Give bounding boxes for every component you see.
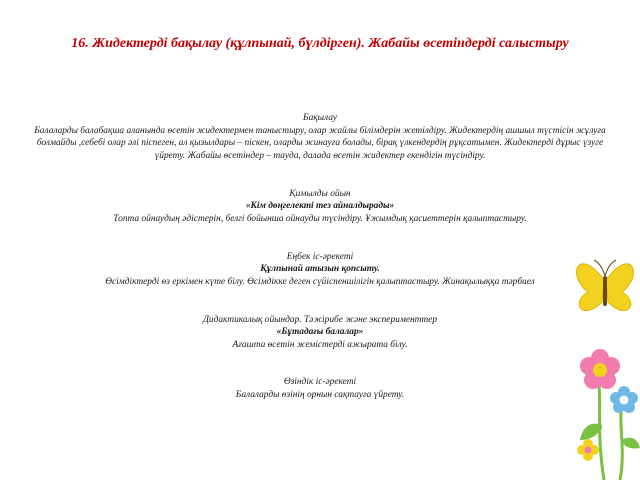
labor-heading: Еңбек іс-әрекеті bbox=[286, 251, 354, 262]
labor-name: Құлпынай атызын қопсыту. bbox=[260, 264, 380, 275]
independent-heading: Өзіндік іс-әрекеті bbox=[283, 377, 357, 388]
labor-body: Өсімдіктерді өз еркімен күте білу. Өсімдікке деген сүйіспеншілігін қалыптастыру. Жинақылыққа тәрбиел bbox=[105, 276, 535, 287]
didactic-heading: Дидактикалық ойындар. Тәжірибе және эксперименттер bbox=[202, 314, 438, 325]
didactic-body: Ағашта өсетін жемістерді ажырата білу. bbox=[232, 339, 408, 350]
game-body: Топта ойнаудың әдістерін, белгі бойынша ойнауды түсіндіру. Ұжымдық қасиеттерін қалыптастыру. bbox=[113, 213, 527, 224]
observation-heading: Бақылау bbox=[303, 113, 337, 123]
independent-body: Балаларды өзінің орнын сақтауға үйрету. bbox=[235, 390, 405, 401]
butterfly-flowers-icon bbox=[568, 250, 640, 480]
slide-title: 16. Жидектерді бақылау (құлпынай, бүлдірген). Жабайы өсетіндерді салыстыру bbox=[71, 36, 569, 51]
didactic-name: «Бұтадағы балалар» bbox=[276, 327, 364, 338]
game-name: «Кім дөңгелекті тез айналдырады» bbox=[245, 201, 395, 212]
slide-content bbox=[22, 112, 618, 402]
game-heading: Қимылды ойын bbox=[289, 188, 351, 199]
observation-body: Балаларды балабақша аланында өсетін жидектермен таныстыру, олар жайлы білімдерін жетілдіру. Жидектердің ашшыл түстісін жұлуға болмайды ,себебі олар әлі піспеген, ал қызылдары – піскен, оларды жинауға болады, бірақ үлкендердің рұқсатымен. Жидектерді дұрыс үзуге үйрету. Жабайы өсетіндер – тауда, далада өсетін жидектер екендігін түсіндіру. bbox=[34, 125, 606, 161]
